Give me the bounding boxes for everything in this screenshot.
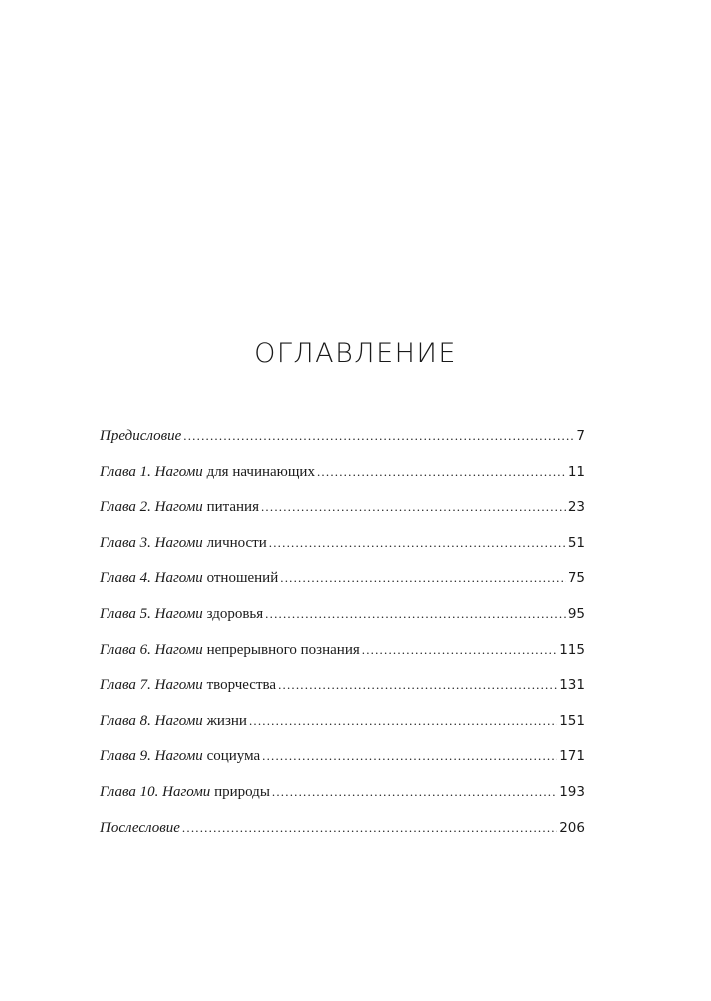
toc-page-number: 23 [567, 499, 585, 516]
toc-page-number: 115 [559, 641, 585, 658]
toc-item-label: Глава 10. Нагоми природы [100, 783, 270, 800]
toc-page-number: 193 [559, 783, 585, 800]
toc-leader-dots [265, 604, 566, 624]
toc-item-chapter-4[interactable] [100, 568, 585, 604]
toc-item-chapter-6[interactable] [100, 640, 585, 676]
toc-item-label: Глава 8. Нагоми жизни [100, 712, 247, 729]
toc-item-chapter-1[interactable] [100, 462, 585, 498]
toc-item-label: Глава 2. Нагоми питания [100, 499, 259, 516]
toc-page-number: 151 [559, 712, 585, 729]
toc-item-label: Глава 3. Нагоми личности [100, 534, 267, 551]
toc-page-number: 171 [559, 748, 585, 765]
toc-page-number: 95 [567, 605, 585, 622]
toc-leader-dots [261, 497, 566, 517]
toc-item-label: Предисловие [100, 428, 182, 444]
toc-page-number: 206 [559, 819, 585, 836]
toc-item-label: Глава 5. Нагоми здоровья [100, 605, 264, 622]
toc-item-label: Послесловие [100, 819, 180, 836]
toc-page-number: 51 [567, 534, 585, 551]
toc-item-afterword[interactable] [100, 818, 585, 854]
page-title: ОГЛАВЛЕНИЕ [254, 338, 457, 369]
toc-item-chapter-10[interactable] [100, 782, 585, 818]
toc-leader-dots [262, 746, 557, 766]
toc-leader-dots [278, 675, 557, 695]
toc-leader-dots [249, 711, 557, 731]
table-of-contents [100, 426, 585, 853]
toc-item-chapter-8[interactable] [100, 711, 585, 747]
toc-item-chapter-9[interactable] [100, 746, 585, 782]
toc-item-label: Глава 9. Нагоми социума [100, 748, 261, 765]
toc-item-label: Глава 6. Нагоми непрерывного познания [100, 641, 360, 658]
toc-page-number: 7 [576, 428, 585, 444]
toc-page-number: 11 [567, 463, 585, 480]
toc-page-number: 75 [567, 570, 585, 587]
toc-leader-dots [362, 640, 557, 660]
toc-item-label: Глава 7. Нагоми творчества [100, 677, 277, 694]
toc-item-label: Глава 4. Нагоми отношений [100, 570, 279, 587]
toc-page-number: 131 [559, 677, 585, 694]
toc-item-chapter-7[interactable] [100, 675, 585, 711]
toc-item-chapter-5[interactable] [100, 604, 585, 640]
toc-leader-dots [280, 568, 566, 588]
toc-item-label: Глава 1. Нагоми для начинающих [100, 463, 315, 480]
toc-leader-dots [269, 533, 566, 553]
toc-item-chapter-2[interactable] [100, 497, 585, 533]
toc-leader-dots [183, 426, 574, 446]
toc-leader-dots [317, 462, 566, 482]
toc-leader-dots [182, 818, 557, 838]
toc-item-chapter-3[interactable] [100, 533, 585, 569]
toc-item-preface[interactable] [100, 426, 585, 462]
toc-leader-dots [272, 782, 557, 802]
